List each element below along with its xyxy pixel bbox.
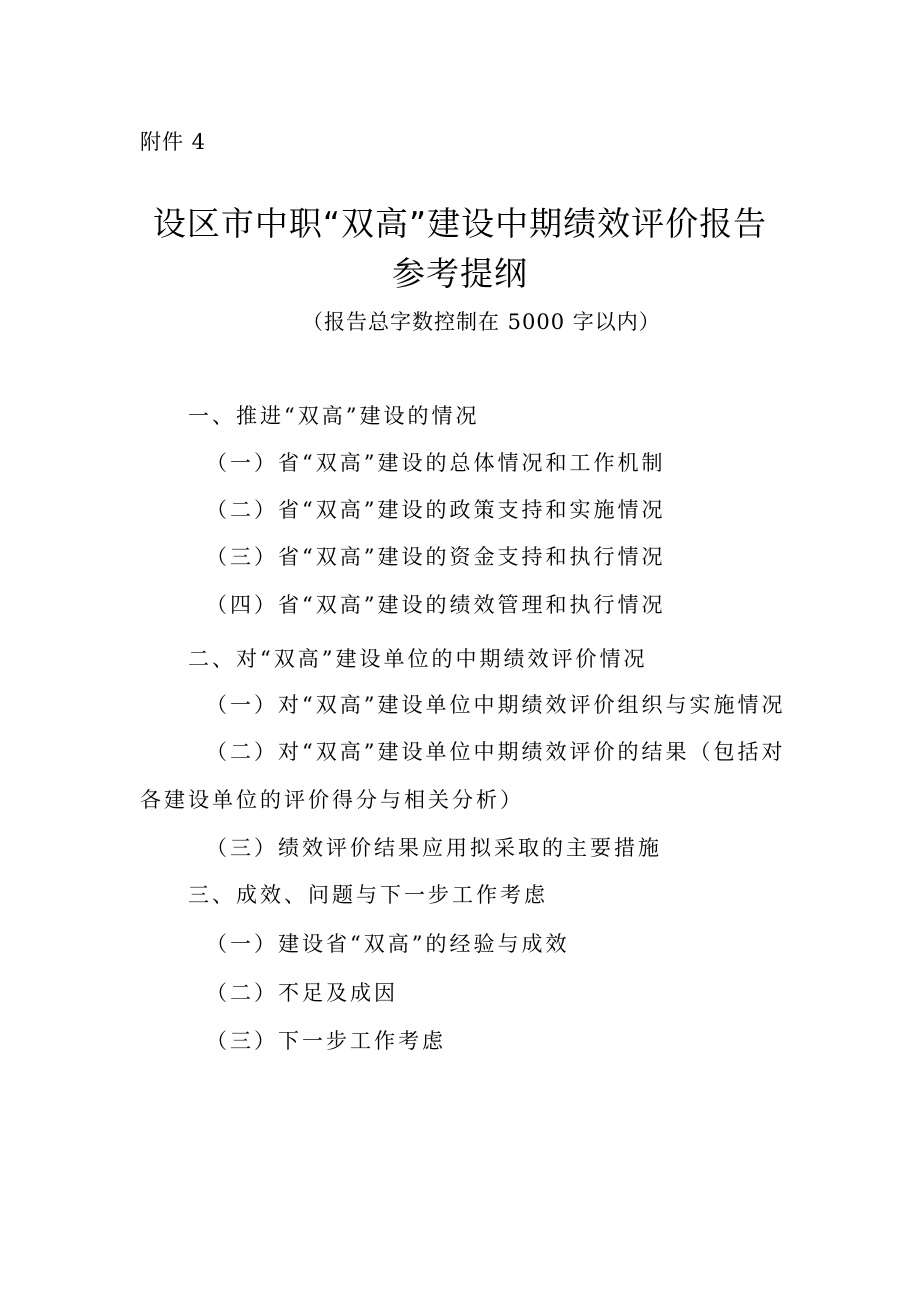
section-3-heading: 三、成效、问题与下一步工作考虑	[188, 883, 548, 907]
section-1-heading: 一、推进“双高”建设的情况	[188, 404, 480, 428]
section-2-item-1: （一）对“双高”建设单位中期绩效评价组织与实施情况	[206, 693, 786, 717]
document-title-line2: 参考提纲	[392, 254, 528, 293]
document-title-line1: 设区市中职“双高”建设中期绩效评价报告	[152, 204, 768, 243]
section-3-item-3: （三）下一步工作考虑	[206, 1029, 446, 1053]
section-2-item-3: （三）绩效评价结果应用拟采取的主要措施	[206, 836, 662, 860]
word-limit-note: （报告总字数控制在 5000 字以内）	[302, 310, 661, 334]
attachment-label: 附件 4	[140, 130, 207, 154]
section-1-item-4: （四）省“双高”建设的绩效管理和执行情况	[206, 593, 666, 617]
section-3-item-1: （一）建设省“双高”的经验与成效	[206, 932, 570, 956]
section-1-item-2: （二）省“双高”建设的政策支持和实施情况	[206, 498, 666, 522]
section-1-item-3: （三）省“双高”建设的资金支持和执行情况	[206, 545, 666, 569]
section-3-item-2: （二）不足及成因	[206, 981, 398, 1005]
section-1-item-1: （一）省“双高”建设的总体情况和工作机制	[206, 451, 666, 475]
section-2-heading: 二、对“双高”建设单位的中期绩效评价情况	[188, 647, 648, 671]
section-2-item-2-continuation: 各建设单位的评价得分与相关分析）	[140, 788, 524, 812]
section-2-item-2: （二）对“双高”建设单位中期绩效评价的结果（包括对	[206, 740, 786, 764]
